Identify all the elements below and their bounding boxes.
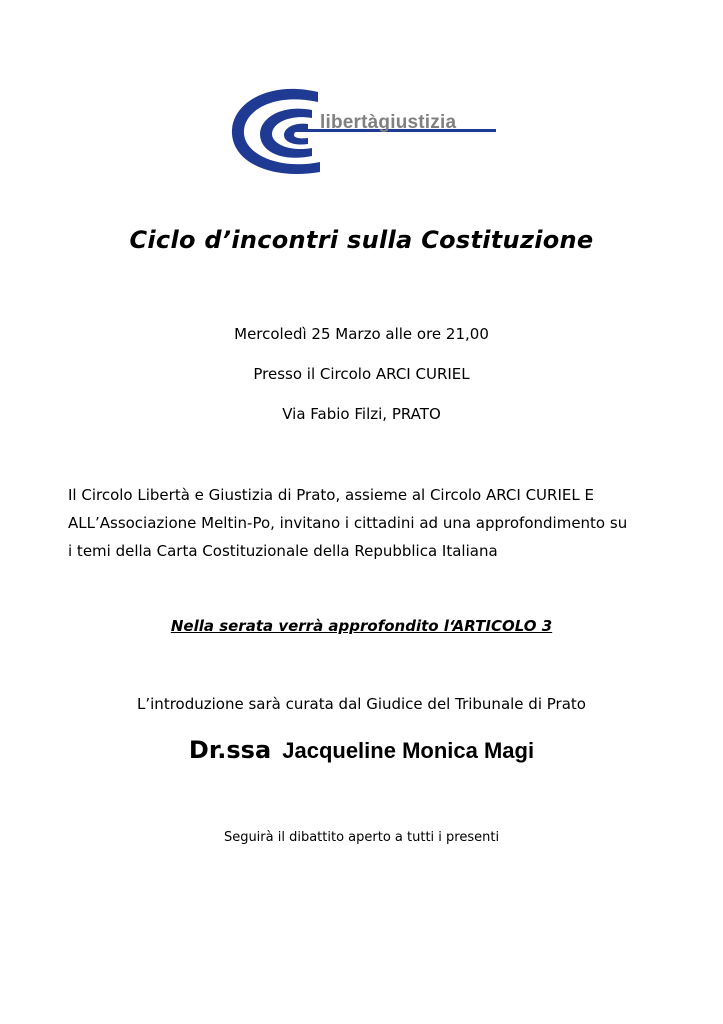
page-title: Ciclo d’incontri sulla Costituzione — [129, 226, 594, 254]
speaker-title: Dr.ssa — [188, 736, 272, 764]
speaker-name: Jacqueline Monica Magi — [282, 738, 535, 763]
description-line: i temi della Carta Costituzionale della Repubblica Italiana — [68, 542, 498, 560]
article-highlight: Nella serata verrà approfondito l‘ARTICOLO 3 — [170, 617, 553, 635]
intro-line: L’introduzione sarà curata dal Giudice del Tribunale di Prato — [137, 695, 586, 713]
event-date-time: Mercoledì 25 Marzo alle ore 21,00 — [234, 325, 489, 343]
description-line: Il Circolo Libertà e Giustizia di Prato, assieme al Circolo ARCI CURIEL E — [68, 486, 594, 504]
logo-text: libertàgiustizia — [320, 112, 457, 133]
liberta-giustizia-logo — [228, 84, 500, 180]
description-paragraph — [68, 481, 668, 565]
event-venue: Presso il Circolo ARCI CURIEL — [253, 365, 470, 383]
speaker — [0, 736, 723, 764]
description-line: ALL’Associazione Meltin-Po, invitano i cittadini ad una approfondimento su — [68, 514, 628, 532]
event-address: Via Fabio Filzi, PRATO — [282, 405, 441, 423]
closing-note: Seguirà il dibattito aperto a tutti i presenti — [223, 830, 500, 845]
